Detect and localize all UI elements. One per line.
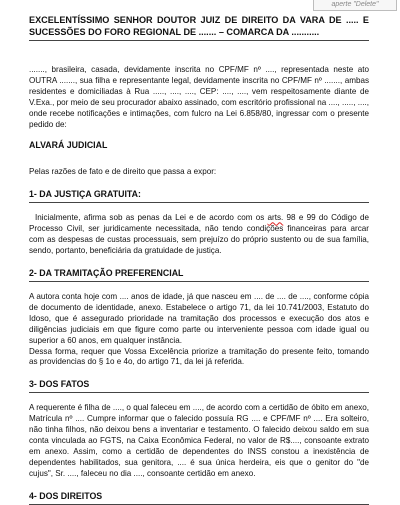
section-text: Inicialmente, afirma sob as penas da Lei e de acordo com os [35,213,268,223]
court-header: EXCELENTÍSSIMO SENHOR DOUTOR JUIZ DE DIREITO DA VARA DE ..... E SUCESSÕES DO FORO REGIONAL DE ....... – COMARCA DA ........... [29,14,369,41]
section-text: 98 e 99 do Código de Processo Civil, ser juridicamente necessitada, não tendo condições financeiras para arcar com as despesas de custas processuais, sem prejuízo do próprio sustento ou de sua família, sendo, portanto, beneficiária da gratuidade de justiça. [29,213,369,256]
spellcheck-flagged-word: arts. [267,213,284,223]
section-paragraph-tramitacao-2: Dessa forma, requer que Vossa Excelência priorize a tramitação do presente feito, tomando as providencias do § 1o e 4o, do artigo 71, da lei já referida. [29,346,369,367]
section-heading-tramitacao: 2- DA TRAMITAÇÃO PREFERENCIAL [29,268,369,282]
section-heading-fatos: 3- DOS FATOS [29,379,369,393]
document-title: ALVARÁ JUDICIAL [29,140,108,151]
section-heading-direitos: 4- DOS DIREITOS [29,491,369,505]
section-paragraph-fatos: A requerente é filha de ...., o qual faleceu em ...., de acordo com a certidão de óbito em anexo, Matrícula nº .... Cumpre informar que o falecido possuía RG .... e CPF/MF nº .... Era solteiro, não tinha filhos, não deixou bens a inventariar e testamento. O falecido deixou saldo em sua conta vinculada ao FGTS, na Caixa Econômica Federal, no valor de R$...., consoante extrato em anexo. Assim, como a certidão de dependentes do INSS constou a inexistência de dependentes habilitados, sua genitora, .... é sua única herdeira, eis que o genitor do "de cujus", Sr. ...., faleceu no dia ...., consoante certidão em anexo. [29,403,369,478]
intro-paragraph: Pelas razões de fato e de direito que passa a expor: [29,167,217,177]
section-paragraph-justica-gratuita [29,213,369,257]
document-body [29,14,369,505]
delete-hint-label: aperte "Delete" [313,0,397,11]
section-paragraph-tramitacao-1: A autora conta hoje com .... anos de idade, já que nasceu em .... de .... de ...., conforme cópia de documento de identidade, anexo. Estabelece o artigo 71, da lei 10.741/2003, Estatuto do Idoso, que é assegurado prioridade na tramitação dos processos e execução dos atos e diligências judiciais em que figure como parte ou interveniente pessoa com idade igual ou superior a 60 anos, em qualquer instância. [29,291,369,345]
qualification-paragraph: ......., brasileira, casada, devidamente inscrita no CPF/MF nº ...., representada neste ato OUTRA ......., sua filha e representante legal, devidamente inscrita no CPF/MF nº ......., ambas residentes e domiciliadas à Rua ....., ...., ...., CEP: ...., ...., vem respeitosamente diante de V.Exa., por meio de seu procurador abaixo assinado, com escritório profissional na ...., ....., ...., onde recebe notificações e intimações, com fulcro na Lei 6.858/80, ingressar com o presente pedido de: [29,65,369,129]
section-heading-justica-gratuita: 1- DA JUSTIÇA GRATUITA: [29,189,369,203]
